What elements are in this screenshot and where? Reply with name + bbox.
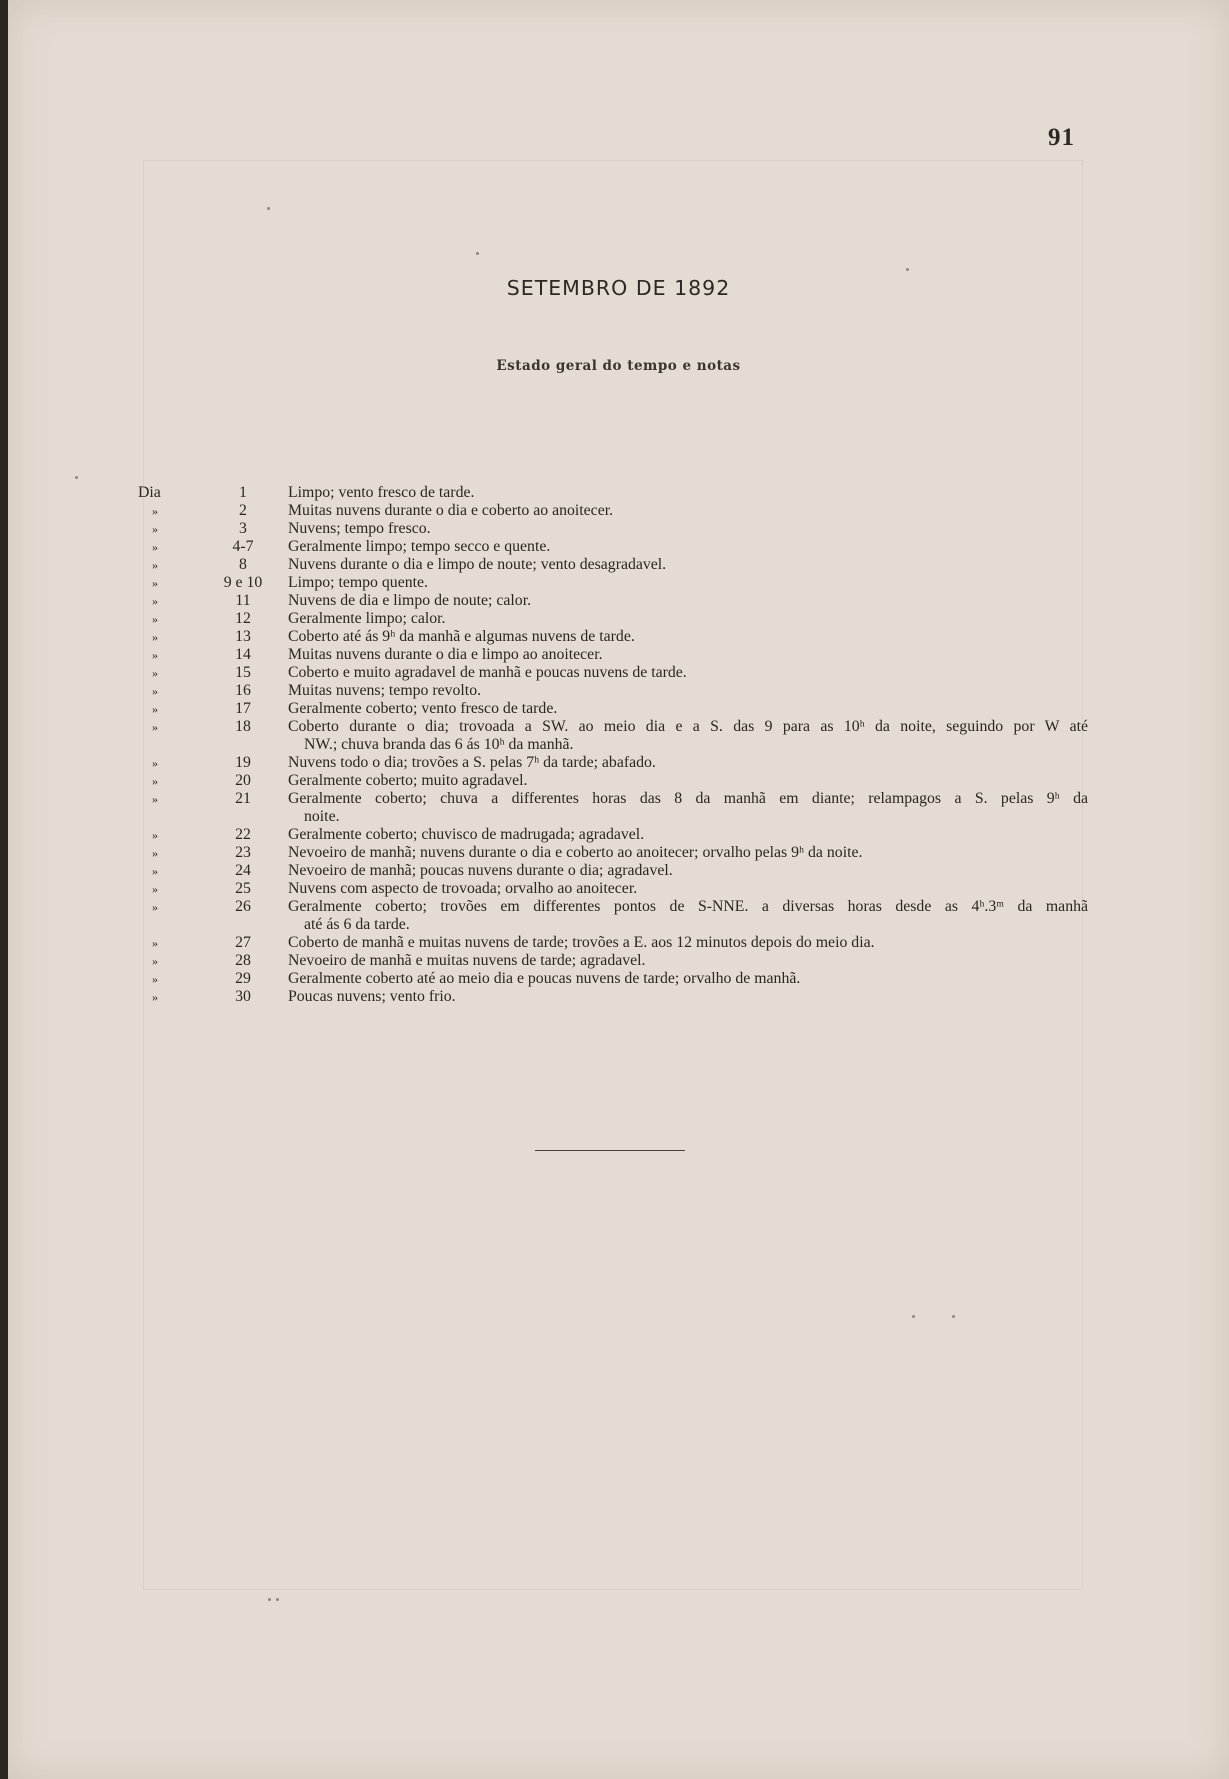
ditto-mark: » — [152, 990, 158, 1004]
weather-description: Geralmente coberto; muito agradavel. — [288, 772, 528, 789]
table-row — [138, 898, 1088, 934]
paper-speck — [952, 1315, 955, 1318]
table-row — [138, 934, 1088, 952]
ditto-mark: » — [152, 504, 158, 518]
ditto-mark: » — [152, 954, 158, 968]
day-number: 13 — [235, 628, 251, 645]
day-number: 15 — [235, 664, 251, 681]
ditto-mark: » — [152, 900, 158, 914]
weather-description: Geralmente coberto até ao meio dia e poucas nuvens de tarde; orvalho de manhã. — [288, 970, 801, 987]
ditto-mark: » — [152, 648, 158, 662]
weather-description: Geralmente coberto; vento fresco de tarde. — [288, 700, 558, 717]
page-subtitle: Estado geral do tempo e notas — [496, 358, 741, 374]
weather-description — [288, 790, 1088, 826]
weather-description-continuation: até ás 6 da tarde. — [304, 916, 410, 933]
day-number: 29 — [235, 970, 251, 987]
table-row — [138, 574, 1088, 592]
ditto-mark: » — [152, 630, 158, 644]
ditto-mark: » — [152, 864, 158, 878]
day-number: 25 — [235, 880, 251, 897]
table-row — [138, 610, 1088, 628]
table-row — [138, 826, 1088, 844]
day-header-label: Dia — [138, 484, 161, 501]
table-row — [138, 880, 1088, 898]
day-number: 18 — [235, 718, 251, 735]
weather-description: Coberto de manhã e muitas nuvens de tarde; trovões a E. aos 12 minutos depois do meio dia. — [288, 934, 875, 951]
weather-description: Limpo; tempo quente. — [288, 574, 428, 591]
day-number: 28 — [235, 952, 251, 969]
table-row — [138, 592, 1088, 610]
table-row — [138, 970, 1088, 988]
table-row — [138, 952, 1088, 970]
paper-speck — [276, 1598, 279, 1601]
weather-description: Limpo; vento fresco de tarde. — [288, 484, 475, 501]
table-row — [138, 664, 1088, 682]
day-number: 27 — [235, 934, 251, 951]
weather-description: Muitas nuvens durante o dia e coberto ao anoitecer. — [288, 502, 614, 519]
ditto-mark: » — [152, 576, 158, 590]
weather-description-line: Geralmente coberto; chuva a differentes horas das 8 da manhã em diante; relampagos a S. pelas 9ʰ da — [288, 790, 1088, 807]
ditto-mark: » — [152, 540, 158, 554]
paper-speck — [267, 207, 270, 210]
paper-speck — [476, 252, 479, 255]
day-number: 9 e 10 — [223, 574, 263, 591]
table-row — [138, 790, 1088, 826]
day-number: 1 — [239, 484, 247, 501]
table-row — [138, 862, 1088, 880]
weather-description-continuation: noite. — [304, 808, 340, 825]
table-row — [138, 988, 1088, 1006]
table-row — [138, 772, 1088, 790]
ditto-mark: » — [152, 828, 158, 842]
table-row — [138, 718, 1088, 754]
table-row — [138, 754, 1088, 772]
table-row — [138, 646, 1088, 664]
page-title: SETEMBRO DE 1892 — [506, 276, 731, 300]
ditto-mark: » — [152, 558, 158, 572]
ditto-mark: » — [152, 720, 158, 734]
paper-speck — [906, 268, 909, 271]
day-number: 19 — [235, 754, 251, 771]
day-number: 30 — [235, 988, 251, 1005]
closing-rule — [535, 1150, 685, 1151]
ditto-mark: » — [152, 612, 158, 626]
document-page — [8, 0, 1229, 1779]
weather-description: Geralmente coberto; chuvisco de madrugada; agradavel. — [288, 826, 645, 843]
weather-description: Coberto até ás 9ʰ da manhã e algumas nuvens de tarde. — [288, 628, 635, 645]
ditto-mark: » — [152, 666, 158, 680]
table-row — [138, 682, 1088, 700]
weather-description: Nuvens com aspecto de trovoada; orvalho ao anoitecer. — [288, 880, 638, 897]
weather-description: Nuvens; tempo fresco. — [288, 520, 431, 537]
ditto-mark: » — [152, 594, 158, 608]
ditto-mark: » — [152, 936, 158, 950]
day-number: 12 — [235, 610, 251, 627]
weather-table — [138, 484, 1088, 1006]
day-number: 11 — [235, 592, 251, 609]
weather-description: Nuvens todo o dia; trovões a S. pelas 7ʰ da tarde; abafado. — [288, 754, 656, 771]
ditto-mark: » — [152, 792, 158, 806]
weather-description: Muitas nuvens; tempo revolto. — [288, 682, 482, 699]
weather-description: Muitas nuvens durante o dia e limpo ao anoitecer. — [288, 646, 603, 663]
paper-speck — [912, 1315, 915, 1318]
day-number: 22 — [235, 826, 251, 843]
ditto-mark: » — [152, 756, 158, 770]
table-row — [138, 628, 1088, 646]
weather-description: Nevoeiro de manhã; nuvens durante o dia e coberto ao anoitecer; orvalho pelas 9ʰ da noite. — [288, 844, 863, 861]
ditto-mark: » — [152, 972, 158, 986]
table-row — [138, 844, 1088, 862]
ditto-mark: » — [152, 846, 158, 860]
weather-description-continuation: NW.; chuva branda das 6 ás 10ʰ da manhã. — [304, 736, 574, 753]
day-number: 21 — [235, 790, 251, 807]
day-number: 20 — [235, 772, 251, 789]
weather-description: Geralmente limpo; tempo secco e quente. — [288, 538, 551, 555]
ditto-mark: » — [152, 522, 158, 536]
day-number: 2 — [239, 502, 247, 519]
paper-speck — [268, 1598, 271, 1601]
weather-description: Poucas nuvens; vento frio. — [288, 988, 456, 1005]
day-number: 14 — [235, 646, 251, 663]
table-row — [138, 520, 1088, 538]
table-row — [138, 700, 1088, 718]
day-number: 3 — [239, 520, 247, 537]
ditto-mark: » — [152, 882, 158, 896]
table-row — [138, 556, 1088, 574]
day-number: 16 — [235, 682, 251, 699]
table-row — [138, 538, 1088, 556]
day-number: 8 — [239, 556, 247, 573]
weather-description: Geralmente limpo; calor. — [288, 610, 446, 627]
day-number: 17 — [235, 700, 251, 717]
weather-description-line: Geralmente coberto; trovões em differentes pontos de S-NNE. a diversas horas desde as 4ʰ.3ᵐ da manhã — [288, 898, 1088, 915]
ditto-mark: » — [152, 774, 158, 788]
weather-description: Coberto e muito agradavel de manhã e poucas nuvens de tarde. — [288, 664, 687, 681]
weather-description — [288, 898, 1088, 934]
page-number: 91 — [1048, 124, 1075, 151]
day-number: 24 — [235, 862, 251, 879]
weather-description: Nevoeiro de manhã e muitas nuvens de tarde; agradavel. — [288, 952, 646, 969]
weather-description: Nuvens durante o dia e limpo de noute; vento desagradavel. — [288, 556, 667, 573]
day-number: 26 — [235, 898, 251, 915]
weather-description: Nevoeiro de manhã; poucas nuvens durante o dia; agradavel. — [288, 862, 673, 879]
paper-speck — [75, 476, 78, 479]
weather-description — [288, 718, 1088, 754]
day-number: 4-7 — [232, 538, 254, 555]
ditto-mark: » — [152, 702, 158, 716]
day-number: 23 — [235, 844, 251, 861]
ditto-mark: » — [152, 684, 158, 698]
table-row — [138, 484, 1088, 502]
weather-description-line: Coberto durante o dia; trovoada a SW. ao meio dia e a S. das 9 para as 10ʰ da noite, seguindo por W até — [288, 718, 1088, 735]
table-row — [138, 502, 1088, 520]
weather-description: Nuvens de dia e limpo de noute; calor. — [288, 592, 532, 609]
